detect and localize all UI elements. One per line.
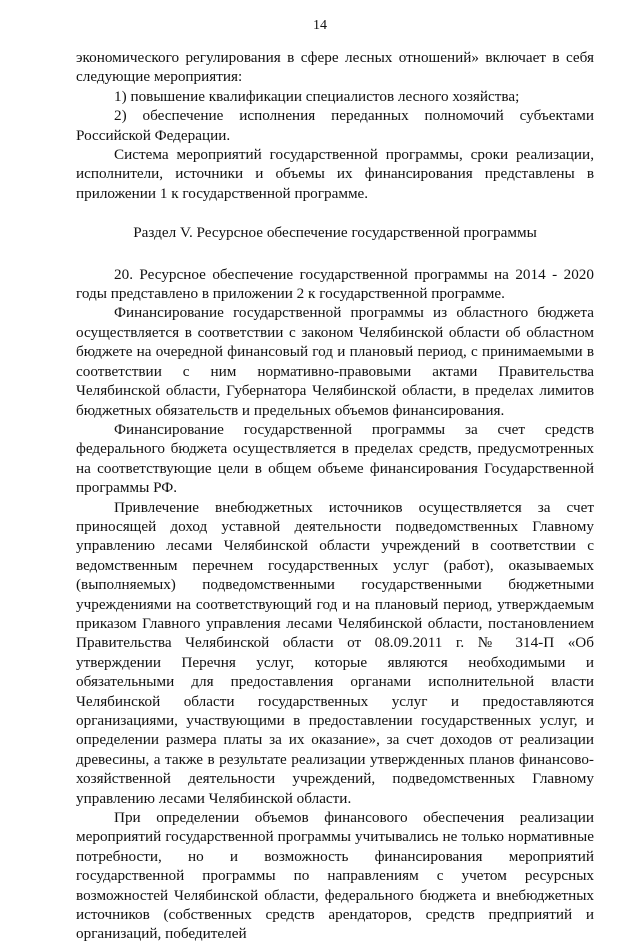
paragraph-volumes: При определении объемов финансового обеспечения реализации мероприятий государственной программы учитывались не только нормативные потребности, но и возможность финансирования мероприятий государственной программы по направлениям с учетом ресурсных возможностей Челябинской области, федерального бюджета и внебюджетных источников (собственных средств арендаторов, средств предприятий и организаций, победителей [76, 809, 594, 943]
list-item-1: 1) повышение квалификации специалистов лесного хозяйства; [114, 87, 520, 105]
paragraph-regional-budget: Финансирование государственной программы из областного бюджета осуществляется в соответствии с законом Челябинской области об областном бюджете на очередной финансовый год и плановый период, с принимаемыми в соответствии с ним нормативно-правовыми актами Правительства Челябинской области, Губернатора Челябинской области, в пределах лимитов бюджетных обязательств и предельных объемов финансирования. [76, 304, 594, 419]
list-item-2: 2) обеспечение исполнения переданных полномочий субъектами Российской Федерации. [76, 107, 594, 144]
document-body [76, 48, 594, 944]
paragraph-20: 20. Ресурсное обеспечение государственной программы на 2014 - 2020 годы представлено в приложении 2 к государственной программе. [76, 265, 594, 303]
paragraph-continuation: экономического регулирования в сфере лесных отношений» включает в себя следующие мероприятия: [76, 49, 594, 86]
page-number: 14 [313, 18, 327, 33]
paragraph-federal-budget: Финансирование государственной программы за счет средств федерального бюджета осуществляется в пределах средств, предусмотренных на соответствующие цели в общем объеме финансирования Государственной программы РФ. [76, 420, 594, 497]
paragraph-extrabudgetary: Привлечение внебюджетных источников осуществляется за счет приносящей доход уставной деятельности подведомственных Главному управлению лесами Челябинской области учреждений в соответствии с ведомственным перечнем государственных услуг (работ), оказываемых (выполняемых) подведомственными государственными бюджетными учреждениями на соответствующий год и на плановый период, утверждаемым приказом Главного управления лесами Челябинской области, постановлением Правительства Челябинской области от 08.09.2011 г. № 314-П «Об утверждении Перечня услуг, которые являются необходимыми и обязательными для предоставления органами исполнительной власти Челябинской области государственных услуг и предоставляются организациями, участвующими в предоставлении государственных услуг, и определении размера платы за их оказание», за счет доходов от реализации древесины, а также в результате реализации утвержденных планов финансово-хозяйственной деятельности учреждений, подведомственных Главному управлению лесами Челябинской области. [76, 498, 594, 807]
section-heading: Раздел V. Ресурсное обеспечение государственной программы [133, 224, 537, 242]
paragraph-system: Система мероприятий государственной программы, сроки реализации, исполнители, источники и объемы их финансирования представлены в приложении 1 к государственной программе. [76, 146, 594, 202]
